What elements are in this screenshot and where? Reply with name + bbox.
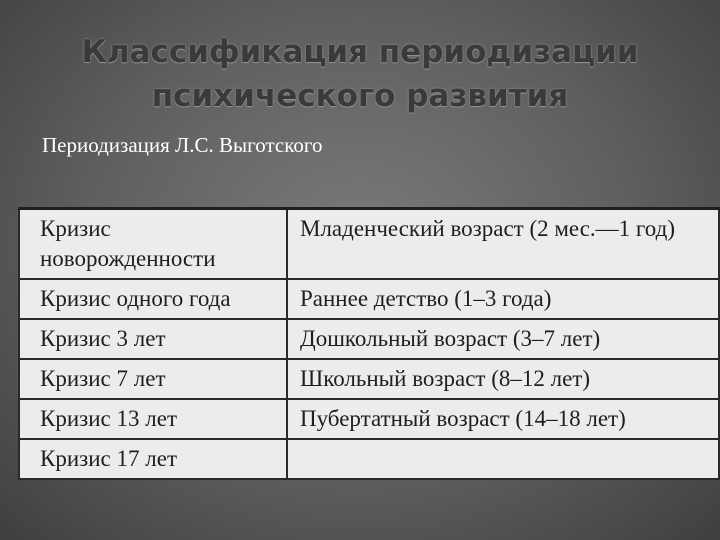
age-period-cell: Младенческий возраст (2 мес.—1 год) bbox=[287, 209, 719, 280]
slide-subtitle: Периодизация Л.С. Выготского bbox=[42, 133, 323, 157]
table-row bbox=[19, 279, 719, 319]
periodization-table-container bbox=[18, 207, 718, 480]
table-row bbox=[19, 399, 719, 439]
crisis-cell: Кризис 3 лет bbox=[19, 319, 287, 359]
slide-title-line-1: Классификация периодизации bbox=[81, 34, 639, 70]
slide-title-line-2: психического развития bbox=[151, 78, 569, 114]
age-period-cell bbox=[287, 439, 719, 479]
age-period-cell: Раннее детство (1–3 года) bbox=[287, 279, 719, 319]
crisis-cell: Кризис 7 лет bbox=[19, 359, 287, 399]
crisis-cell: Кризис 17 лет bbox=[19, 439, 287, 479]
crisis-cell: Кризис новорожденности bbox=[19, 209, 287, 280]
age-period-cell: Пубертатный возраст (14–18 лет) bbox=[287, 399, 719, 439]
table-row bbox=[19, 209, 719, 280]
table-row bbox=[19, 319, 719, 359]
age-period-cell: Дошкольный возраст (3–7 лет) bbox=[287, 319, 719, 359]
table-row bbox=[19, 359, 719, 399]
periodization-table bbox=[18, 207, 720, 480]
age-period-cell: Школьный возраст (8–12 лет) bbox=[287, 359, 719, 399]
table-row bbox=[19, 439, 719, 479]
slide-title bbox=[0, 30, 720, 118]
crisis-cell: Кризис 13 лет bbox=[19, 399, 287, 439]
crisis-cell: Кризис одного года bbox=[19, 279, 287, 319]
